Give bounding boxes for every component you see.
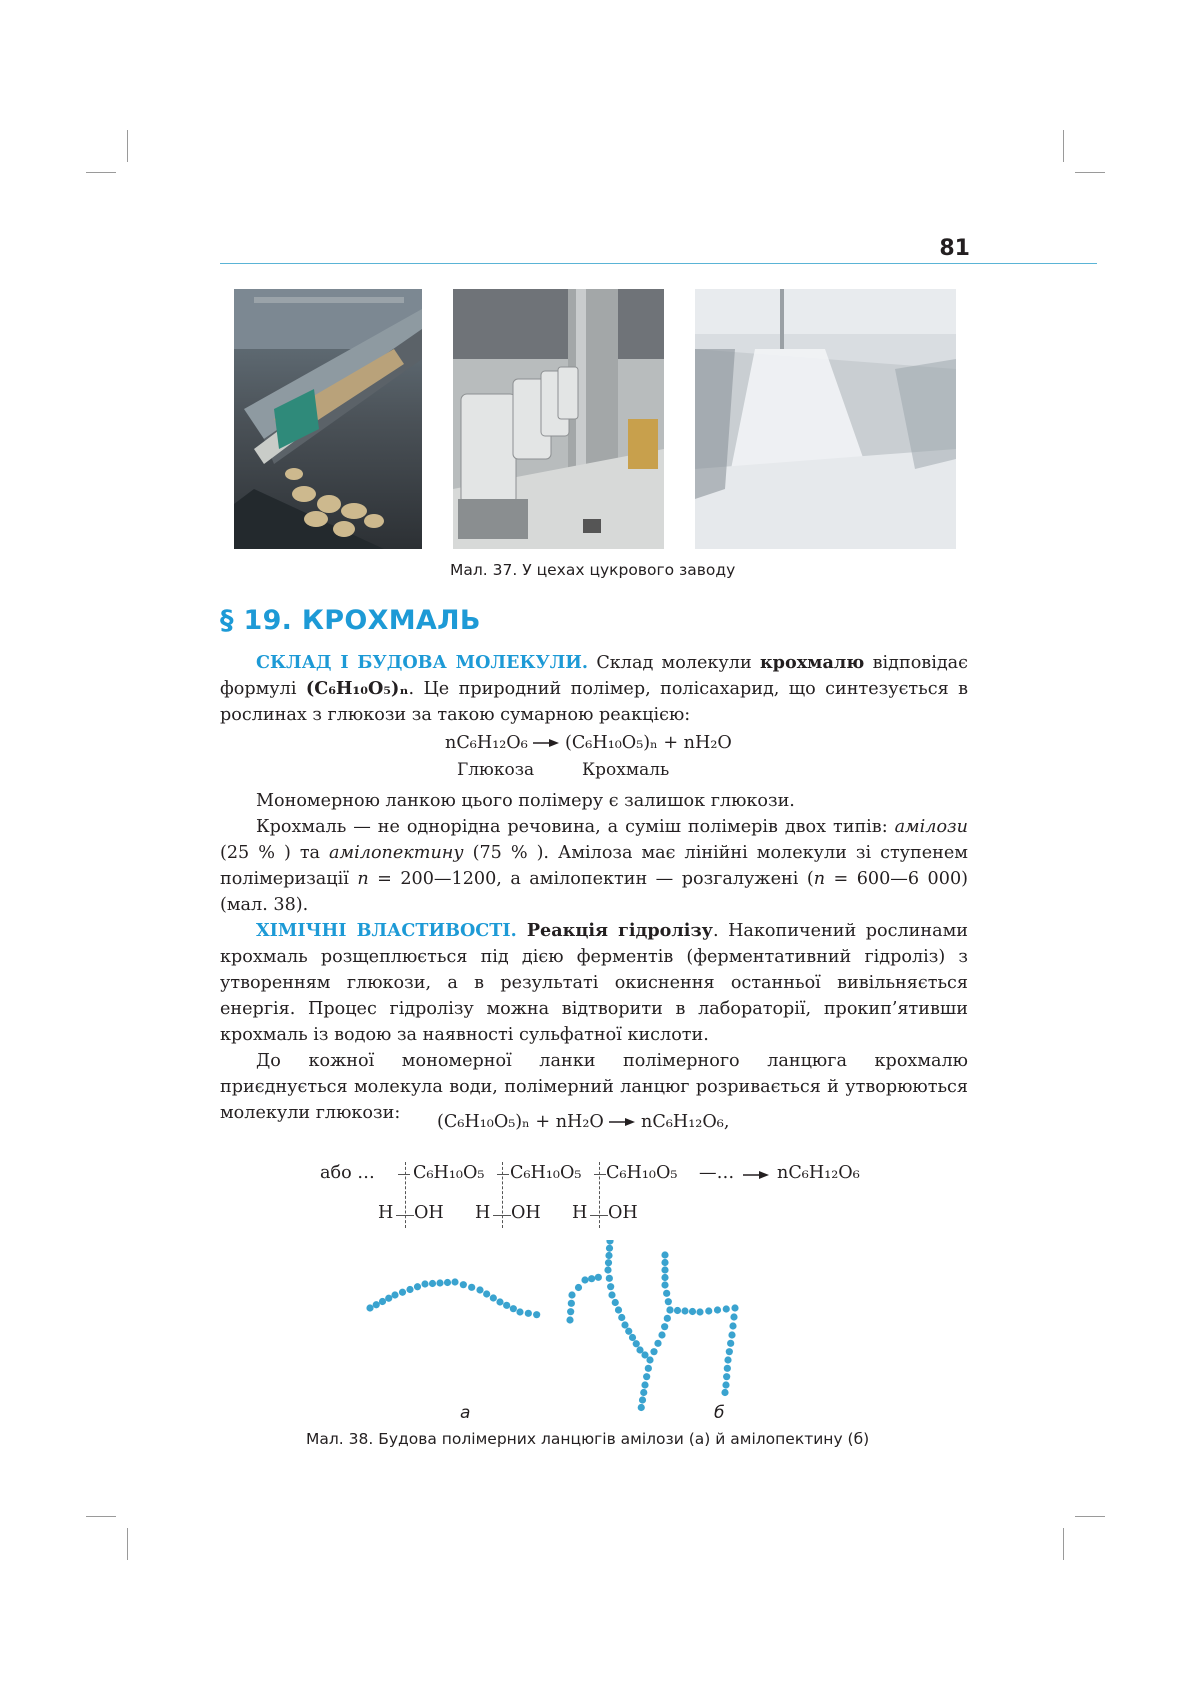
bond-line (497, 1174, 509, 1175)
equation-synthesis (445, 733, 732, 753)
glucose-unit (728, 1331, 735, 1338)
paragraph-block (220, 788, 968, 1126)
glucose-unit (661, 1251, 668, 1258)
eq3-unit: C₆H₁₀O₅ (606, 1163, 678, 1183)
crop-mark (86, 1516, 116, 1517)
glucose-unit (607, 1283, 614, 1290)
glucose-unit (625, 1328, 632, 1335)
eq3-oh: OH (511, 1203, 541, 1223)
eq2-left: (C₆H₁₀O₅)ₙ + nH₂O (437, 1112, 604, 1132)
glucose-unit (650, 1348, 657, 1355)
glucose-unit (731, 1304, 738, 1311)
glucose-unit (730, 1313, 737, 1320)
glucose-unit (726, 1348, 733, 1355)
glucose-unit (606, 1245, 613, 1252)
glucose-unit (645, 1365, 652, 1372)
glucose-unit (661, 1274, 668, 1281)
glucose-unit (414, 1283, 421, 1290)
crop-mark (127, 130, 128, 162)
eq1-label-glucose: Глюкоза (457, 760, 535, 780)
page-number: 81 (939, 236, 970, 261)
figure38-label-a: а (460, 1403, 471, 1423)
glucose-unit (588, 1275, 595, 1282)
bond-line (396, 1215, 414, 1216)
crop-mark (1075, 172, 1105, 173)
glucose-unit (525, 1310, 532, 1317)
glucose-unit (724, 1365, 731, 1372)
eq3-h: H (378, 1203, 394, 1223)
glucose-unit (567, 1308, 574, 1315)
glucose-unit (674, 1307, 681, 1314)
glucose-unit (615, 1306, 622, 1313)
paragraph-chemical-properties (220, 918, 968, 1048)
glucose-unit (581, 1276, 588, 1283)
text-span: Склад молекули (588, 653, 760, 673)
arrow-icon (609, 1117, 635, 1127)
glucose-unit (595, 1274, 602, 1281)
figure38-label-b: б (714, 1403, 725, 1423)
formula-starch: (C₆H₁₀O₅)ₙ (305, 678, 409, 699)
glucose-unit (379, 1298, 386, 1305)
glucose-unit (510, 1305, 517, 1312)
glucose-unit (575, 1284, 582, 1291)
text-span: . Накопичений рослинами крохмаль розщеплюється під дією ферментів (ферментативний гідроліз) з утворенням глюкози, а в результаті окиснення останньої вивільняється енергія. Процес гідролізу можна відтворити в лабораторії, прокип’ятивши крохмаль із водою за наявності сульфатної кислоти. (220, 921, 968, 1045)
glucose-unit (516, 1308, 523, 1315)
glucose-unit (661, 1259, 668, 1266)
glucose-unit (664, 1315, 671, 1322)
crop-mark (127, 1528, 128, 1560)
text-span: відповідає формулі (220, 653, 968, 699)
glucose-unit (451, 1278, 458, 1285)
bond-line (590, 1215, 608, 1216)
glucose-unit (385, 1295, 392, 1302)
eq3-oh: OH (414, 1203, 444, 1223)
glucose-unit (618, 1314, 625, 1321)
eq1-right: (C₆H₁₀O₅)ₙ + nH₂O (564, 733, 732, 753)
italic-term-amylopectin: амілопектину (329, 843, 464, 863)
glucose-unit (705, 1307, 712, 1314)
glucose-unit (604, 1266, 611, 1273)
arrow-icon (743, 1170, 769, 1180)
glucose-unit (681, 1307, 688, 1314)
glucose-unit (444, 1279, 451, 1286)
glucose-unit (661, 1266, 668, 1273)
glucose-unit (436, 1279, 443, 1286)
section-title: § 19. КРОХМАЛЬ (220, 605, 481, 636)
crop-mark (1063, 130, 1064, 162)
conveyor-photo (234, 289, 422, 549)
glucose-unit (608, 1291, 615, 1298)
eq3-prefix: або … (320, 1163, 375, 1183)
eq3-unit: C₆H₁₀O₅ (510, 1163, 582, 1183)
machinery-photo (453, 289, 664, 549)
glucose-unit (646, 1356, 653, 1363)
bond-break-line (405, 1162, 406, 1228)
bond-break-line (502, 1162, 503, 1228)
eq3-right: nC₆H₁₂O₆ (777, 1163, 860, 1183)
glucose-unit (496, 1298, 503, 1305)
glucose-unit (605, 1252, 612, 1259)
amylose-chain (366, 1278, 540, 1318)
subheading-chemical-properties: ХІМІЧНІ ВЛАСТИВОСТІ. (256, 920, 517, 941)
glucose-unit (714, 1306, 721, 1313)
figure38-caption: Мал. 38. Будова полімерних ланцюгів амілози (а) й амілопектину (б) (306, 1430, 870, 1448)
bold-term-starch: крохмалю (759, 652, 865, 673)
glucose-unit (640, 1389, 647, 1396)
eq2-right: nC₆H₁₂O₆, (641, 1112, 730, 1132)
glucose-unit (460, 1281, 467, 1288)
crop-mark (1063, 1528, 1064, 1560)
glucose-unit (612, 1299, 619, 1306)
arrow-icon (533, 738, 559, 748)
glucose-unit (621, 1321, 628, 1328)
amylopectin-chain (566, 1240, 738, 1411)
text-span: = 600—6 000) (мал. 38). (220, 869, 969, 915)
glucose-unit (633, 1340, 640, 1347)
glucose-unit (654, 1340, 661, 1347)
bond-line (493, 1215, 511, 1216)
glucose-unit (421, 1280, 428, 1287)
equation-hydrolysis (437, 1112, 729, 1132)
glucose-unit (639, 1396, 646, 1403)
glucose-unit (373, 1301, 380, 1308)
subheading-composition: СКЛАД І БУДОВА МОЛЕКУЛИ. (256, 652, 589, 673)
bond-line (594, 1174, 606, 1175)
eq3-h: H (572, 1203, 588, 1223)
italic-n: n (813, 869, 826, 889)
glucose-unit (724, 1356, 731, 1363)
glucose-unit (566, 1316, 573, 1323)
glucose-unit (663, 1290, 670, 1297)
figure37-caption: Мал. 37. У цехах цукрового заводу (450, 561, 736, 579)
glucose-unit (696, 1308, 703, 1315)
text-span: = 200—1200, а амілопектин — розгалужені ( (368, 869, 814, 889)
bold-term-hydrolysis: Реакція гідролізу (516, 920, 713, 941)
glucose-unit (722, 1381, 729, 1388)
glucose-unit (606, 1240, 613, 1245)
glucose-unit (723, 1373, 730, 1380)
glucose-unit (729, 1322, 736, 1329)
bond-line (398, 1174, 410, 1175)
glucose-unit (641, 1381, 648, 1388)
eq3-oh: OH (608, 1203, 638, 1223)
crop-mark (86, 172, 116, 173)
crop-mark (1075, 1516, 1105, 1517)
glucose-unit (429, 1280, 436, 1287)
glucose-unit (629, 1334, 636, 1341)
glucose-unit (503, 1302, 510, 1309)
glucose-unit (483, 1290, 490, 1297)
glucose-unit (661, 1323, 668, 1330)
polymer-chains-figure (340, 1240, 800, 1420)
eq3-tail: —… (699, 1163, 735, 1183)
glucose-unit (399, 1289, 406, 1296)
glucose-unit (476, 1286, 483, 1293)
paragraph-composition (220, 650, 968, 728)
glucose-unit (606, 1275, 613, 1282)
glucose-unit (490, 1294, 497, 1301)
glucose-unit (665, 1298, 672, 1305)
glucose-unit (366, 1304, 373, 1311)
paragraph-monomer: Мономерною ланкою цього полімеру є залишок глюкози. (256, 791, 795, 811)
paragraph-water-addition: До кожної мономерної ланки полімерного ланцюга крохмалю приєднується молекула води, полімерний ланцюг розривається й утворюються молекули глюкози: (220, 1051, 968, 1123)
text-span: . Це природний полімер, полісахарид, що синтезується в рослинах з глюкози за такою сумарною реакцією: (220, 679, 969, 725)
glucose-unit (658, 1331, 665, 1338)
text-span: (75 % ). Амілоза має лінійні молекули зі ступенем полімеризації (220, 843, 968, 889)
glucose-unit (721, 1389, 728, 1396)
glucose-unit (661, 1281, 668, 1288)
glucose-unit (605, 1259, 612, 1266)
header-rule (220, 263, 1097, 264)
eq3-h: H (475, 1203, 491, 1223)
eq1-label-starch: Крохмаль (582, 760, 670, 780)
glucose-unit (689, 1308, 696, 1315)
glucose-unit (643, 1373, 650, 1380)
eq1-left: nC₆H₁₂O₆ (445, 733, 528, 753)
glucose-unit (568, 1291, 575, 1298)
glucose-unit (727, 1340, 734, 1347)
glucose-unit (666, 1306, 673, 1313)
text-span: Крохмаль — не однорідна речовина, а суміш полімерів двох типів: (256, 817, 895, 837)
italic-n: n (357, 869, 369, 889)
text-span: (25 % ) та (220, 843, 330, 863)
glucose-unit (638, 1404, 645, 1411)
glucose-unit (723, 1305, 730, 1312)
paragraph-amylose (220, 814, 968, 918)
bond-break-line (599, 1162, 600, 1228)
sugar-pile-photo (695, 289, 956, 549)
glucose-unit (406, 1286, 413, 1293)
glucose-unit (391, 1291, 398, 1298)
italic-term-amylose: амілози (894, 817, 968, 837)
eq3-unit: C₆H₁₀O₅ (413, 1163, 485, 1183)
glucose-unit (533, 1311, 540, 1318)
glucose-unit (568, 1300, 575, 1307)
glucose-unit (468, 1284, 475, 1291)
